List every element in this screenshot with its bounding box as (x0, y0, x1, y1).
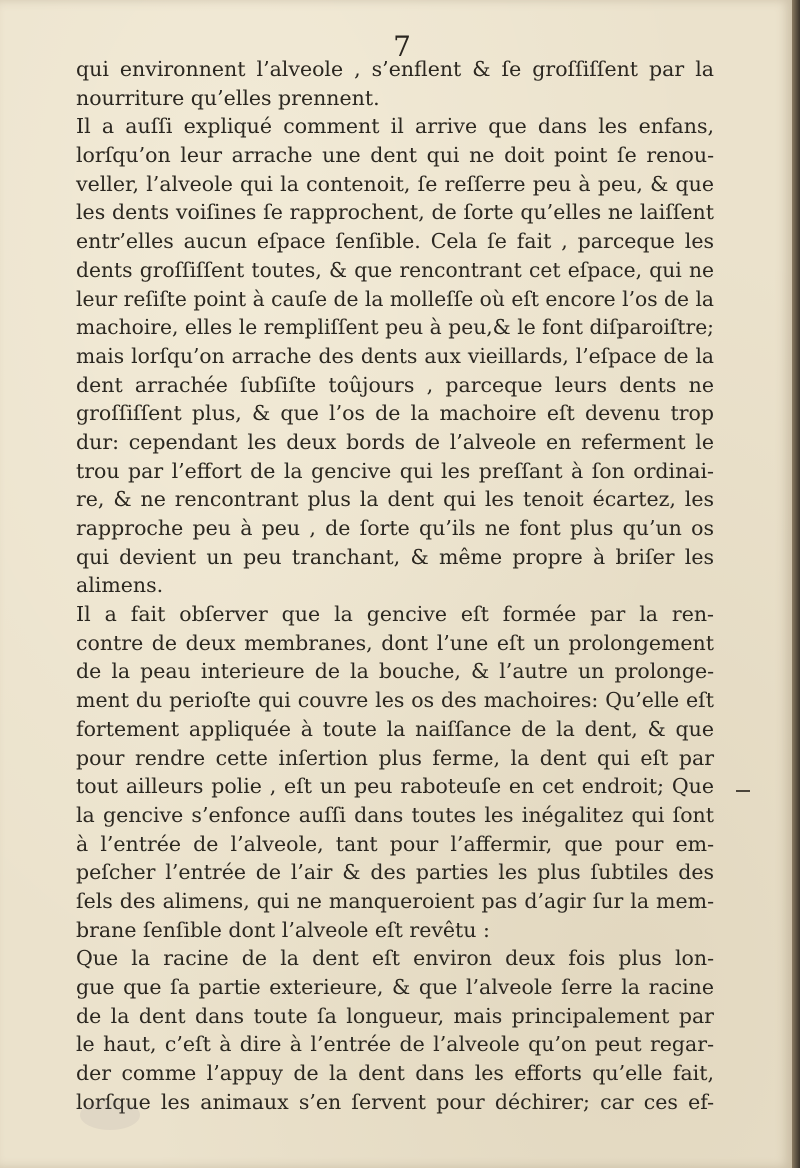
text-line: gue que ſa partie exterieure, & que l’alveole ſerre la racine (76, 975, 714, 999)
text-line: la gencive s’enfonce auſſi dans toutes les inégalitez qui ſont (76, 802, 714, 827)
text-line: trou par l’effort de la gencive qui les preſſant à ſon ordinai- (76, 458, 714, 483)
text-line: Que la racine de la dent eſt environ deux fois plus lon- (76, 946, 714, 971)
text-line: re, & ne rencontrant plus la dent qui les tenoit écartez, les (76, 487, 714, 512)
text-line: dur: cependant les deux bords de l’alveole en referment le (76, 429, 714, 454)
margin-mark (736, 790, 750, 792)
paper-stain (80, 1100, 140, 1130)
text-line: Il a auſſi expliqué comment il arrive que dans les enfans, (76, 114, 714, 139)
text-line: qui environnent l’alveole , s’enflent & ſe groſſiſſent par la (76, 57, 714, 81)
text-line: lorſque les animaux s’en ſervent pour déchirer; car ces ef- (76, 1089, 714, 1114)
text-line: machoire, elles le rempliſſent peu à peu,& le font diſparoiſtre; (76, 315, 714, 340)
text-line: nourriture qu’elles prennent. (76, 85, 380, 110)
text-line: rapproche peu à peu , de ſorte qu’ils ne font plus qu’un os (76, 516, 714, 540)
text-line: groſſiſſent plus, & que l’os de la machoire eſt devenu trop (76, 401, 714, 426)
text-line: pour rendre cette inſertion plus ferme, la dent qui eſt par (76, 745, 714, 770)
text-line: entr’elles aucun eſpace ſenſible. Cela ſe fait , parceque les (76, 229, 714, 254)
text-line: à l’entrée de l’alveole, tant pour l’affermir, que pour em- (76, 831, 714, 856)
text-line: contre de deux membranes, dont l’une eſt un prolongement (76, 630, 714, 655)
text-line: ment du perioſte qui couvre les os des machoires: Qu’elle eſt (76, 688, 714, 713)
text-line: leur reſiſte point à cauſe de la molleſſe où eſt encore l’os de la (76, 286, 714, 311)
text-line: der comme l’appuy de la dent dans les efforts qu’elle fait, (76, 1061, 714, 1086)
text-line: dent arrachée ſubſiſte toûjours , parceque leurs dents ne (76, 372, 714, 397)
text-line: veller, l’alveole qui la contenoit, ſe reſſerre peu à peu, & que (76, 171, 714, 196)
text-line: de la peau interieure de la bouche, & l’autre un prolonge- (76, 659, 714, 684)
text-line: lorſqu’on leur arrache une dent qui ne doit point ſe renou- (76, 143, 714, 168)
text-line: tout ailleurs polie , eſt un peu raboteuſe en cet endroit; Que (76, 774, 714, 799)
text-line: mais lorſqu’on arrache des dents aux vieillards, l’eſpace de la (76, 343, 714, 368)
text-line: peſcher l’entrée de l’air & des parties les plus ſubtiles des (76, 860, 714, 885)
text-line: dents groſſiſſent toutes, & que rencontrant cet eſpace, qui ne (76, 257, 714, 282)
text-line: fortement appliquée à toute la naiſſance de la dent, & que (76, 716, 714, 741)
text-line: brane ſenſible dont l’alveole eſt revêtu : (76, 917, 490, 942)
text-line: Il a fait obſerver que la gencive eſt formée par la ren- (76, 602, 714, 627)
text-line: les dents voiſines ſe rapprochent, de ſorte qu’elles ne laiſſent (76, 200, 714, 225)
page-edge-shadow (792, 0, 800, 1168)
text-line: le haut, c’eſt à dire à l’entrée de l’alveole qu’on peut regar- (76, 1032, 714, 1057)
text-line: de la dent dans toute ſa longueur, mais principalement par (76, 1003, 714, 1028)
text-line: alimens. (76, 573, 164, 598)
text-line: qui devient un peu tranchant, & même propre à briſer les (76, 544, 714, 569)
text-line: ſels des alimens, qui ne manqueroient pas d’agir ſur la mem- (76, 888, 714, 913)
page-number: 7 (393, 30, 411, 63)
body-text (76, 55, 714, 1116)
